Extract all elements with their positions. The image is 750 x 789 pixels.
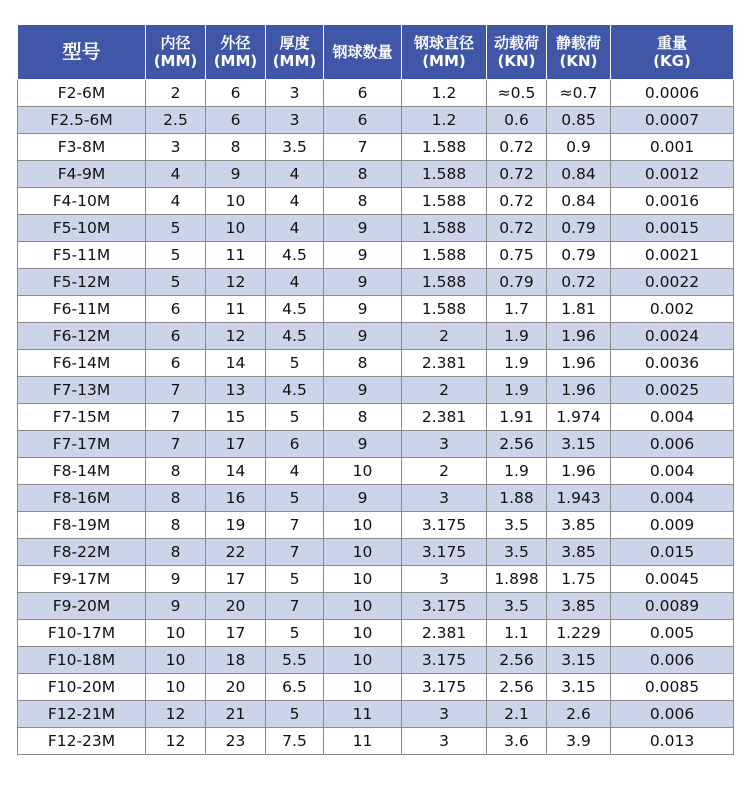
table-cell: 1.974 xyxy=(547,404,611,431)
table-cell: 9 xyxy=(146,566,206,593)
table-cell: 7 xyxy=(266,539,324,566)
table-cell: 12 xyxy=(146,728,206,755)
table-cell: 21 xyxy=(206,701,266,728)
table-cell: 9 xyxy=(206,161,266,188)
table-cell: 0.72 xyxy=(487,188,547,215)
model-cell: F10-18M xyxy=(18,647,146,674)
table-cell: 2 xyxy=(402,377,487,404)
model-cell: F4-10M xyxy=(18,188,146,215)
model-cell: F2-6M xyxy=(18,80,146,107)
table-cell: 1.7 xyxy=(487,296,547,323)
column-header-unit: (KN) xyxy=(497,52,536,70)
table-cell: 11 xyxy=(324,728,402,755)
model-cell: F7-17M xyxy=(18,431,146,458)
table-cell: 5 xyxy=(266,566,324,593)
table-cell: 9 xyxy=(324,296,402,323)
table-cell: 16 xyxy=(206,485,266,512)
table-cell: 5 xyxy=(146,215,206,242)
table-cell: 7 xyxy=(146,377,206,404)
column-header-label: 钢球直径 xyxy=(413,34,474,52)
model-cell: F5-12M xyxy=(18,269,146,296)
table-cell: 0.72 xyxy=(487,161,547,188)
table-cell: 3.5 xyxy=(487,593,547,620)
table-cell: 0.72 xyxy=(547,269,611,296)
table-cell: 6 xyxy=(146,323,206,350)
table-row xyxy=(18,350,734,377)
table-body xyxy=(18,80,734,755)
table-cell: 4 xyxy=(266,458,324,485)
table-cell: 0.85 xyxy=(547,107,611,134)
bearing-spec-table xyxy=(17,24,734,755)
table-cell: 11 xyxy=(206,242,266,269)
table-cell: 3.15 xyxy=(547,647,611,674)
column-header xyxy=(18,25,146,80)
table-cell: 8 xyxy=(146,458,206,485)
table-cell: 3.9 xyxy=(547,728,611,755)
column-header-label: 重量 xyxy=(656,34,687,52)
table-cell: 1.588 xyxy=(402,215,487,242)
table-cell: 3.5 xyxy=(266,134,324,161)
table-cell: 4.5 xyxy=(266,323,324,350)
table-cell: 2 xyxy=(402,323,487,350)
model-cell: F9-17M xyxy=(18,566,146,593)
table-cell: 8 xyxy=(206,134,266,161)
table-cell: 4 xyxy=(146,188,206,215)
table-cell: 17 xyxy=(206,620,266,647)
column-header-unit: (KN) xyxy=(559,52,598,70)
table-cell: 10 xyxy=(146,647,206,674)
table-row xyxy=(18,404,734,431)
table-cell: 2.381 xyxy=(402,620,487,647)
table-cell: 4 xyxy=(266,269,324,296)
table-row xyxy=(18,539,734,566)
table-cell: 4.5 xyxy=(266,296,324,323)
column-header-label: 钢球数量 xyxy=(332,43,393,61)
table-cell: 0.84 xyxy=(547,161,611,188)
table-cell: 19 xyxy=(206,512,266,539)
table-cell: 9 xyxy=(324,377,402,404)
table-cell: 0.009 xyxy=(611,512,734,539)
table-row xyxy=(18,647,734,674)
table-cell: 8 xyxy=(324,188,402,215)
table-cell: 6 xyxy=(324,80,402,107)
table-cell: 9 xyxy=(324,242,402,269)
table-cell: 3.6 xyxy=(487,728,547,755)
table-cell: 3.5 xyxy=(487,512,547,539)
table-cell: 12 xyxy=(206,323,266,350)
column-header-label: 厚度 xyxy=(279,34,310,52)
table-cell: 8 xyxy=(324,350,402,377)
table-row xyxy=(18,674,734,701)
model-cell: F5-10M xyxy=(18,215,146,242)
model-cell: F8-19M xyxy=(18,512,146,539)
table-cell: 0.001 xyxy=(611,134,734,161)
table-cell: 0.015 xyxy=(611,539,734,566)
table-cell: 2.1 xyxy=(487,701,547,728)
table-cell: 1.9 xyxy=(487,458,547,485)
table-cell: 1.75 xyxy=(547,566,611,593)
table-cell: 3.15 xyxy=(547,431,611,458)
table-cell: 1.96 xyxy=(547,323,611,350)
table-cell: 14 xyxy=(206,350,266,377)
table-cell: 3.85 xyxy=(547,539,611,566)
table-cell: 1.81 xyxy=(547,296,611,323)
table-row xyxy=(18,701,734,728)
table-cell: 3.85 xyxy=(547,512,611,539)
table-row xyxy=(18,134,734,161)
table-cell: 3.175 xyxy=(402,512,487,539)
table-cell: 1.2 xyxy=(402,80,487,107)
table-cell: 10 xyxy=(146,674,206,701)
column-header-unit: (MM) xyxy=(213,52,258,70)
table-cell: 0.0089 xyxy=(611,593,734,620)
table-cell: 0.004 xyxy=(611,404,734,431)
table-cell: 3 xyxy=(402,728,487,755)
table-cell: 8 xyxy=(324,404,402,431)
table-cell: 1.588 xyxy=(402,161,487,188)
table-cell: ≈0.5 xyxy=(487,80,547,107)
table-row xyxy=(18,485,734,512)
table-cell: 0.006 xyxy=(611,431,734,458)
table-cell: 4 xyxy=(146,161,206,188)
table-cell: 2 xyxy=(402,458,487,485)
table-row xyxy=(18,593,734,620)
table-cell: 10 xyxy=(324,647,402,674)
table-cell: 9 xyxy=(324,485,402,512)
table-cell: 7 xyxy=(266,593,324,620)
table-cell: 10 xyxy=(146,620,206,647)
table-cell: 3 xyxy=(146,134,206,161)
spec-table-container xyxy=(17,24,733,755)
table-cell: 3.175 xyxy=(402,539,487,566)
table-cell: 0.0045 xyxy=(611,566,734,593)
column-header-label: 内径 xyxy=(160,34,191,52)
table-cell: 0.0016 xyxy=(611,188,734,215)
table-row xyxy=(18,431,734,458)
model-cell: F6-12M xyxy=(18,323,146,350)
table-cell: 0.005 xyxy=(611,620,734,647)
model-cell: F8-16M xyxy=(18,485,146,512)
table-row xyxy=(18,296,734,323)
table-row xyxy=(18,269,734,296)
table-cell: 0.9 xyxy=(547,134,611,161)
table-cell: 1.9 xyxy=(487,377,547,404)
table-row xyxy=(18,107,734,134)
model-cell: F5-11M xyxy=(18,242,146,269)
table-cell: 9 xyxy=(324,323,402,350)
table-cell: 2.6 xyxy=(547,701,611,728)
table-cell: 0.006 xyxy=(611,701,734,728)
table-cell: 0.002 xyxy=(611,296,734,323)
table-cell: 0.84 xyxy=(547,188,611,215)
table-row xyxy=(18,566,734,593)
table-cell: 8 xyxy=(146,539,206,566)
table-row xyxy=(18,377,734,404)
table-cell: 7.5 xyxy=(266,728,324,755)
table-cell: 6 xyxy=(266,431,324,458)
table-cell: 1.96 xyxy=(547,350,611,377)
table-cell: 9 xyxy=(324,215,402,242)
table-cell: 10 xyxy=(324,593,402,620)
table-row xyxy=(18,188,734,215)
table-cell: 10 xyxy=(324,566,402,593)
table-cell: 2.5 xyxy=(146,107,206,134)
table-cell: 2 xyxy=(146,80,206,107)
table-cell: 8 xyxy=(146,485,206,512)
table-cell: 1.898 xyxy=(487,566,547,593)
table-cell: 0.0021 xyxy=(611,242,734,269)
table-cell: 6 xyxy=(146,350,206,377)
table-cell: 22 xyxy=(206,539,266,566)
model-cell: F8-22M xyxy=(18,539,146,566)
table-cell: 6 xyxy=(206,80,266,107)
table-cell: 0.0012 xyxy=(611,161,734,188)
table-cell: 3 xyxy=(402,431,487,458)
table-cell: 10 xyxy=(206,188,266,215)
table-cell: 0.004 xyxy=(611,485,734,512)
model-cell: F12-23M xyxy=(18,728,146,755)
table-cell: 13 xyxy=(206,377,266,404)
table-cell: 1.588 xyxy=(402,269,487,296)
table-cell: 6 xyxy=(146,296,206,323)
table-cell: 2.381 xyxy=(402,404,487,431)
table-cell: 3 xyxy=(402,701,487,728)
table-cell: 0.79 xyxy=(547,215,611,242)
table-cell: 3 xyxy=(402,566,487,593)
table-cell: 0.0025 xyxy=(611,377,734,404)
table-cell: 9 xyxy=(146,593,206,620)
model-cell: F2.5-6M xyxy=(18,107,146,134)
column-header xyxy=(266,25,324,80)
table-cell: 0.0022 xyxy=(611,269,734,296)
table-cell: 10 xyxy=(324,512,402,539)
column-header xyxy=(611,25,734,80)
table-cell: 3 xyxy=(402,485,487,512)
table-cell: 5 xyxy=(266,485,324,512)
table-cell: 4 xyxy=(266,215,324,242)
table-cell: 4 xyxy=(266,188,324,215)
column-header-label: 外径 xyxy=(220,34,251,52)
column-header-label: 静载荷 xyxy=(555,34,601,52)
column-header-unit: (KG) xyxy=(653,52,691,70)
model-cell: F6-14M xyxy=(18,350,146,377)
model-cell: F9-20M xyxy=(18,593,146,620)
table-cell: 0.79 xyxy=(487,269,547,296)
table-cell: 5 xyxy=(146,242,206,269)
table-cell: 20 xyxy=(206,674,266,701)
model-cell: F7-13M xyxy=(18,377,146,404)
table-cell: 1.2 xyxy=(402,107,487,134)
column-header xyxy=(487,25,547,80)
table-cell: 5 xyxy=(146,269,206,296)
column-header-unit: (MM) xyxy=(153,52,198,70)
table-cell: 1.1 xyxy=(487,620,547,647)
table-row xyxy=(18,161,734,188)
table-cell: 0.72 xyxy=(487,134,547,161)
table-cell: 8 xyxy=(146,512,206,539)
table-cell: 1.588 xyxy=(402,188,487,215)
table-row xyxy=(18,458,734,485)
column-header xyxy=(324,25,402,80)
table-row xyxy=(18,728,734,755)
table-cell: 11 xyxy=(206,296,266,323)
table-cell: 0.79 xyxy=(547,242,611,269)
table-cell: 9 xyxy=(324,431,402,458)
table-row xyxy=(18,242,734,269)
table-row xyxy=(18,80,734,107)
table-cell: 1.588 xyxy=(402,296,487,323)
model-cell: F7-15M xyxy=(18,404,146,431)
table-cell: 3.175 xyxy=(402,674,487,701)
table-cell: 7 xyxy=(146,404,206,431)
model-cell: F10-17M xyxy=(18,620,146,647)
table-cell: 18 xyxy=(206,647,266,674)
table-cell: 8 xyxy=(324,161,402,188)
table-cell: 6 xyxy=(206,107,266,134)
table-cell: 5.5 xyxy=(266,647,324,674)
table-cell: 10 xyxy=(324,539,402,566)
table-cell: 10 xyxy=(206,215,266,242)
table-cell: 12 xyxy=(146,701,206,728)
model-cell: F4-9M xyxy=(18,161,146,188)
table-row xyxy=(18,512,734,539)
table-cell: 1.96 xyxy=(547,377,611,404)
table-cell: 5 xyxy=(266,620,324,647)
table-row xyxy=(18,215,734,242)
table-cell: 10 xyxy=(324,620,402,647)
column-header-label: 动载荷 xyxy=(493,34,539,52)
table-cell: 0.72 xyxy=(487,215,547,242)
table-row xyxy=(18,620,734,647)
table-cell: 0.0015 xyxy=(611,215,734,242)
model-cell: F10-20M xyxy=(18,674,146,701)
column-header-unit: (MM) xyxy=(272,52,317,70)
table-cell: 20 xyxy=(206,593,266,620)
table-cell: 0.75 xyxy=(487,242,547,269)
table-cell: 1.588 xyxy=(402,242,487,269)
table-cell: 0.6 xyxy=(487,107,547,134)
table-cell: 1.88 xyxy=(487,485,547,512)
table-row xyxy=(18,323,734,350)
column-header-unit: (MM) xyxy=(422,52,466,70)
table-cell: 17 xyxy=(206,431,266,458)
table-cell: 6 xyxy=(324,107,402,134)
table-cell: 12 xyxy=(206,269,266,296)
table-cell: 15 xyxy=(206,404,266,431)
table-cell: 3 xyxy=(266,107,324,134)
table-cell: 2.56 xyxy=(487,647,547,674)
table-cell: 2.381 xyxy=(402,350,487,377)
model-cell: F12-21M xyxy=(18,701,146,728)
table-cell: 7 xyxy=(266,512,324,539)
table-cell: 4.5 xyxy=(266,377,324,404)
model-cell: F3-8M xyxy=(18,134,146,161)
table-header-row xyxy=(18,25,734,80)
table-cell: 10 xyxy=(324,458,402,485)
column-header xyxy=(146,25,206,80)
model-cell: F6-11M xyxy=(18,296,146,323)
table-cell: 10 xyxy=(324,674,402,701)
column-header xyxy=(402,25,487,80)
table-cell: 6.5 xyxy=(266,674,324,701)
model-cell: F8-14M xyxy=(18,458,146,485)
table-cell: 1.588 xyxy=(402,134,487,161)
table-cell: 11 xyxy=(324,701,402,728)
table-cell: 2.56 xyxy=(487,674,547,701)
table-cell: 3 xyxy=(266,80,324,107)
table-cell: 3.5 xyxy=(487,539,547,566)
table-cell: 1.9 xyxy=(487,350,547,377)
table-cell: 3.85 xyxy=(547,593,611,620)
table-cell: 1.91 xyxy=(487,404,547,431)
table-cell: 5 xyxy=(266,404,324,431)
column-header xyxy=(206,25,266,80)
table-cell: 1.9 xyxy=(487,323,547,350)
table-cell: 0.0007 xyxy=(611,107,734,134)
table-cell: 17 xyxy=(206,566,266,593)
table-cell: 1.229 xyxy=(547,620,611,647)
table-cell: 1.96 xyxy=(547,458,611,485)
table-cell: 7 xyxy=(146,431,206,458)
table-cell: 3.175 xyxy=(402,593,487,620)
table-cell: 2.56 xyxy=(487,431,547,458)
table-cell: 4 xyxy=(266,161,324,188)
table-cell: 23 xyxy=(206,728,266,755)
table-cell: 0.0085 xyxy=(611,674,734,701)
table-cell: ≈0.7 xyxy=(547,80,611,107)
table-cell: 0.0006 xyxy=(611,80,734,107)
table-cell: 7 xyxy=(324,134,402,161)
table-cell: 0.0036 xyxy=(611,350,734,377)
table-cell: 0.006 xyxy=(611,647,734,674)
table-cell: 0.0024 xyxy=(611,323,734,350)
table-cell: 1.943 xyxy=(547,485,611,512)
table-cell: 0.004 xyxy=(611,458,734,485)
table-cell: 3.175 xyxy=(402,647,487,674)
table-cell: 3.15 xyxy=(547,674,611,701)
column-header-label: 型号 xyxy=(62,41,101,63)
table-cell: 0.013 xyxy=(611,728,734,755)
column-header xyxy=(547,25,611,80)
table-cell: 4.5 xyxy=(266,242,324,269)
table-cell: 14 xyxy=(206,458,266,485)
table-cell: 9 xyxy=(324,269,402,296)
table-cell: 5 xyxy=(266,701,324,728)
table-cell: 5 xyxy=(266,350,324,377)
